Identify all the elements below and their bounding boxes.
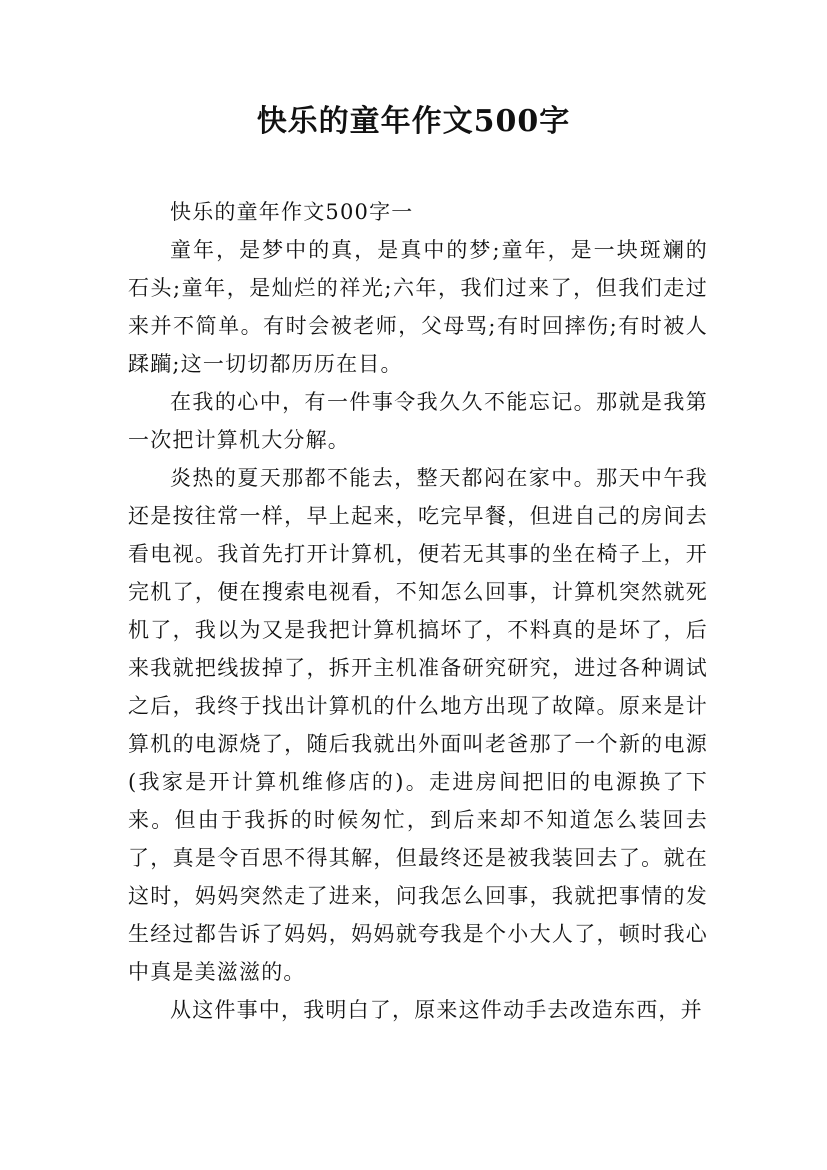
paragraph-subtitle: 快乐的童年作文500字一 xyxy=(170,200,414,224)
paragraph-lesson: 从这件事中，我明白了，原来这件动手去改造东西，并 xyxy=(170,998,703,1022)
document-title: 快乐的童年作文500字 xyxy=(256,104,571,139)
document-body xyxy=(128,193,708,1029)
paragraph-story: 炎热的夏天那都不能去，整天都闷在家中。那天中午我还是按往常一样，早上起来，吃完早餐，但进自己的房间去看电视。我首先打开计算机，便若无其事的坐在椅子上，开完机了，便在搜索电视看，不知怎么回事，计算机突然就死机了，我以为又是我把计算机搞坏了，不料真的是坏了，后来我就把线拔掉了，拆开主机准备研究研究，进过各种调试之后，我终于找出计算机的什么地方出现了故障。原来是计算机的电源烧了，随后我就出外面叫老爸那了一个新的电源(我家是开计算机维修店的)。走进房间把旧的电源换了下来。但由于我拆的时候匆忙，到后来却不知道怎么装回去了，真是令百思不得其解，但最终还是被我装回去了。就在这时，妈妈突然走了进来，问我怎么回事，我就把事情的发生经过都告诉了妈妈，妈妈就夸我是个小大人了，顿时我心中真是美滋滋的。 xyxy=(128,466,708,984)
paragraph-memory: 在我的心中，有一件事令我久久不能忘记。那就是我第一次把计算机大分解。 xyxy=(128,390,708,452)
paragraph-intro: 童年，是梦中的真，是真中的梦;童年，是一块斑斓的石头;童年，是灿烂的祥光;六年，我们过来了，但我们走过来并不简单。有时会被老师，父母骂;有时回摔伤;有时被人蹂躏;这一切切都历历在目。 xyxy=(128,238,708,376)
